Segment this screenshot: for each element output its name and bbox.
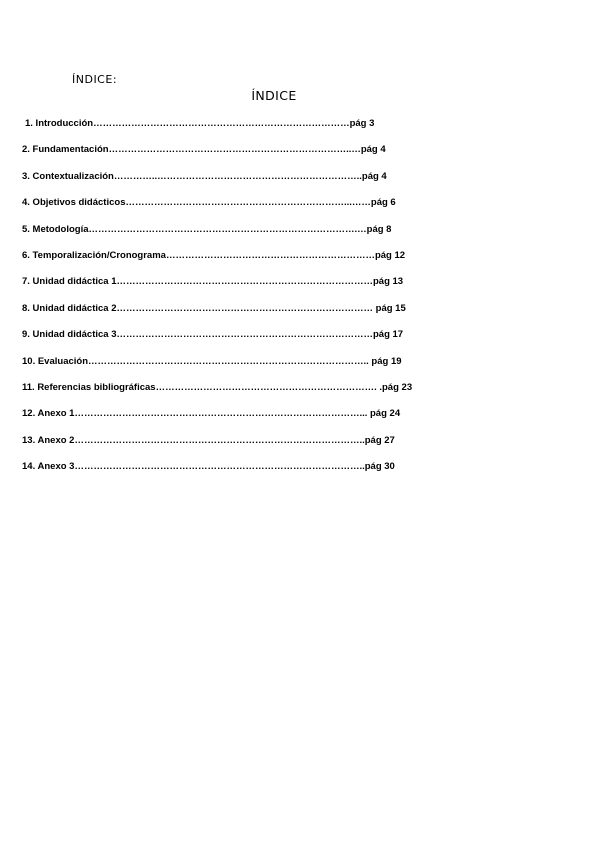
toc-entry [0, 433, 600, 459]
toc-entry [0, 169, 600, 195]
toc-entry [0, 406, 600, 432]
toc-entry [0, 354, 600, 380]
toc-entry [0, 327, 600, 353]
toc-entry-text: 10. Evaluación…………………………………………………………………………….. pág 19 [22, 355, 402, 367]
toc-entry-text: 14. Anexo 3………………………………………………………………………………..pág 30 [22, 461, 395, 473]
toc-entry [0, 274, 600, 300]
table-of-contents [0, 116, 600, 485]
toc-entry-text: 5. Metodología………………………………………………………………………….…pág 8 [22, 223, 392, 235]
toc-entry [0, 248, 600, 274]
toc-entry [0, 301, 600, 327]
page-title: ÍNDICE [251, 88, 297, 103]
toc-entry-text: 9. Unidad didáctica 3………………………………………………………………………pág 17 [22, 329, 404, 341]
toc-entry-text: 7. Unidad didáctica 1………………………………………………………………………pág 13 [22, 276, 404, 288]
toc-entry [0, 116, 600, 142]
toc-entry-text: 11. Referencias bibliográficas……………………………………………………………. .pág 23 [22, 381, 413, 393]
toc-entry [0, 380, 600, 406]
toc-entry-text: 6. Temporalización/Cronograma…………………………………………………………pág 12 [22, 249, 406, 261]
header-label: ÍNDICE: [72, 73, 118, 86]
toc-entry-text: 1. Introducción………………………………………………………………………pág 3 [25, 118, 375, 129]
toc-entry-text: 2. Fundamentación…………………………………………………………………..…pág 4 [22, 144, 386, 156]
toc-entry-text: 13. Anexo 2………………………………………………………………………………..pág 27 [22, 434, 395, 446]
toc-entry-text: 8. Unidad didáctica 2……………………………………………………………………… pág 15 [22, 302, 406, 314]
toc-entry-text: 12. Anexo 1………………………………………………………………………………... pág 24 [22, 408, 401, 420]
toc-entry [0, 142, 600, 168]
toc-entry-text: 3. Contextualización…………..………………………………………………………..pág 4 [22, 170, 387, 182]
toc-entry [0, 195, 600, 221]
toc-entry-text: 4. Objetivos didácticos……………………………………………………………...……pág 6 [22, 197, 396, 209]
toc-entry [0, 222, 600, 248]
toc-entry [0, 459, 600, 485]
